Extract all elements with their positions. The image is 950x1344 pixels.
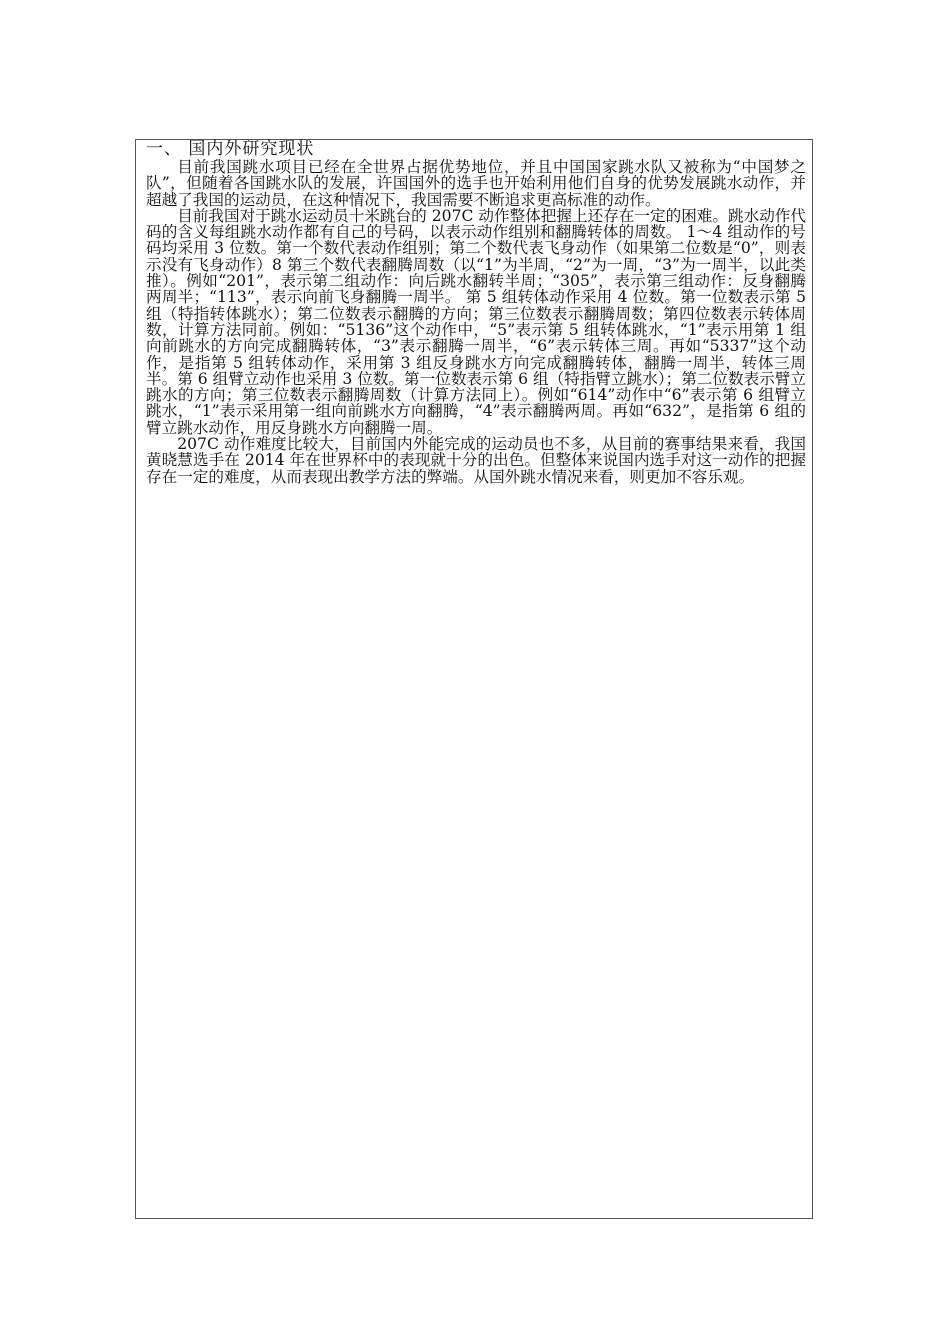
paragraph-207c-difficulty: 207C 动作难度比较大，目前国内外能完成的运动员也不多，从目前的赛事结果来看，我国黄晓慧选手在 2014 年在世界杯中的表现就十分的出色。但整体来说国内选手对这一动作的把握存在一定的难度，从而表现出教学方法的弊端。从国外跳水情况来看，则更加不容乐观。: [146, 435, 806, 486]
paragraph-current-status: 目前我国跳水项目已经在全世界占据优势地位，并且中国国家跳水队又被称为“中国梦之队”，但随着各国跳水队的发展，许国国外的选手也开始利用他们自身的优势发展跳水动作，并超越了我国的运动员，在这种情况下，我国需要不断追求更高标准的动作。: [146, 158, 806, 209]
document-table-cell: [135, 139, 813, 1219]
paragraph-dive-codes: 目前我国对于跳水运动员十米跳台的 207C 动作整体把握上还存在一定的困难。跳水动作代码的含义每组跳水动作都有自己的号码，以表示动作组别和翻腾转体的周数。 1～4 组动作的号码均采用 3 位数。第一个数代表动作组别；第二个数代表飞身动作（如果第二位数是“0”，则表示没有飞身动作）8 第三个数代表翻腾周数（以“1”为半周，“2”为一周，“3”为一周半，以此类推）。例如“201”，表示第二组动作：向后跳水翻转半周；“305”，表示第三组动作：反身翻腾两周半；“113”，表示向前飞身翻腾一周半。 第 5 组转体动作采用 4 位数。第一位数表示第 5 组（特指转体跳水）；第二位数表示翻腾的方向；第三位数表示翻腾周数；第四位数表示转体周数，计算方法同前。例如：“5136”这个动作中，“5”表示第 5 组转体跳水，“1”表示用第 1 组向前跳水的方向完成翻腾转体，“3”表示翻腾一周半，“6”表示转体三周。再如“5337”这个动作，是指第 5 组转体动作，采用第 3 组反身跳水方向完成翻腾转体，翻腾一周半，转体三周半。第 6 组臂立动作也采用 3 位数。第一位数表示第 6 组（特指臂立跳水）；第二位数表示臂立跳水的方向；第三位数表示翻腾周数（计算方法同上）。例如“614”动作中“6”表示第 6 组臂立跳水，“1”表示采用第一组向前跳水方向翻腾，“4”表示翻腾两周。再如“632”，是指第 6 组的臂立跳水动作，用反身跳水方向翻腾一周。: [146, 206, 806, 437]
section-heading: 一、 国内外研究现状: [146, 139, 315, 159]
